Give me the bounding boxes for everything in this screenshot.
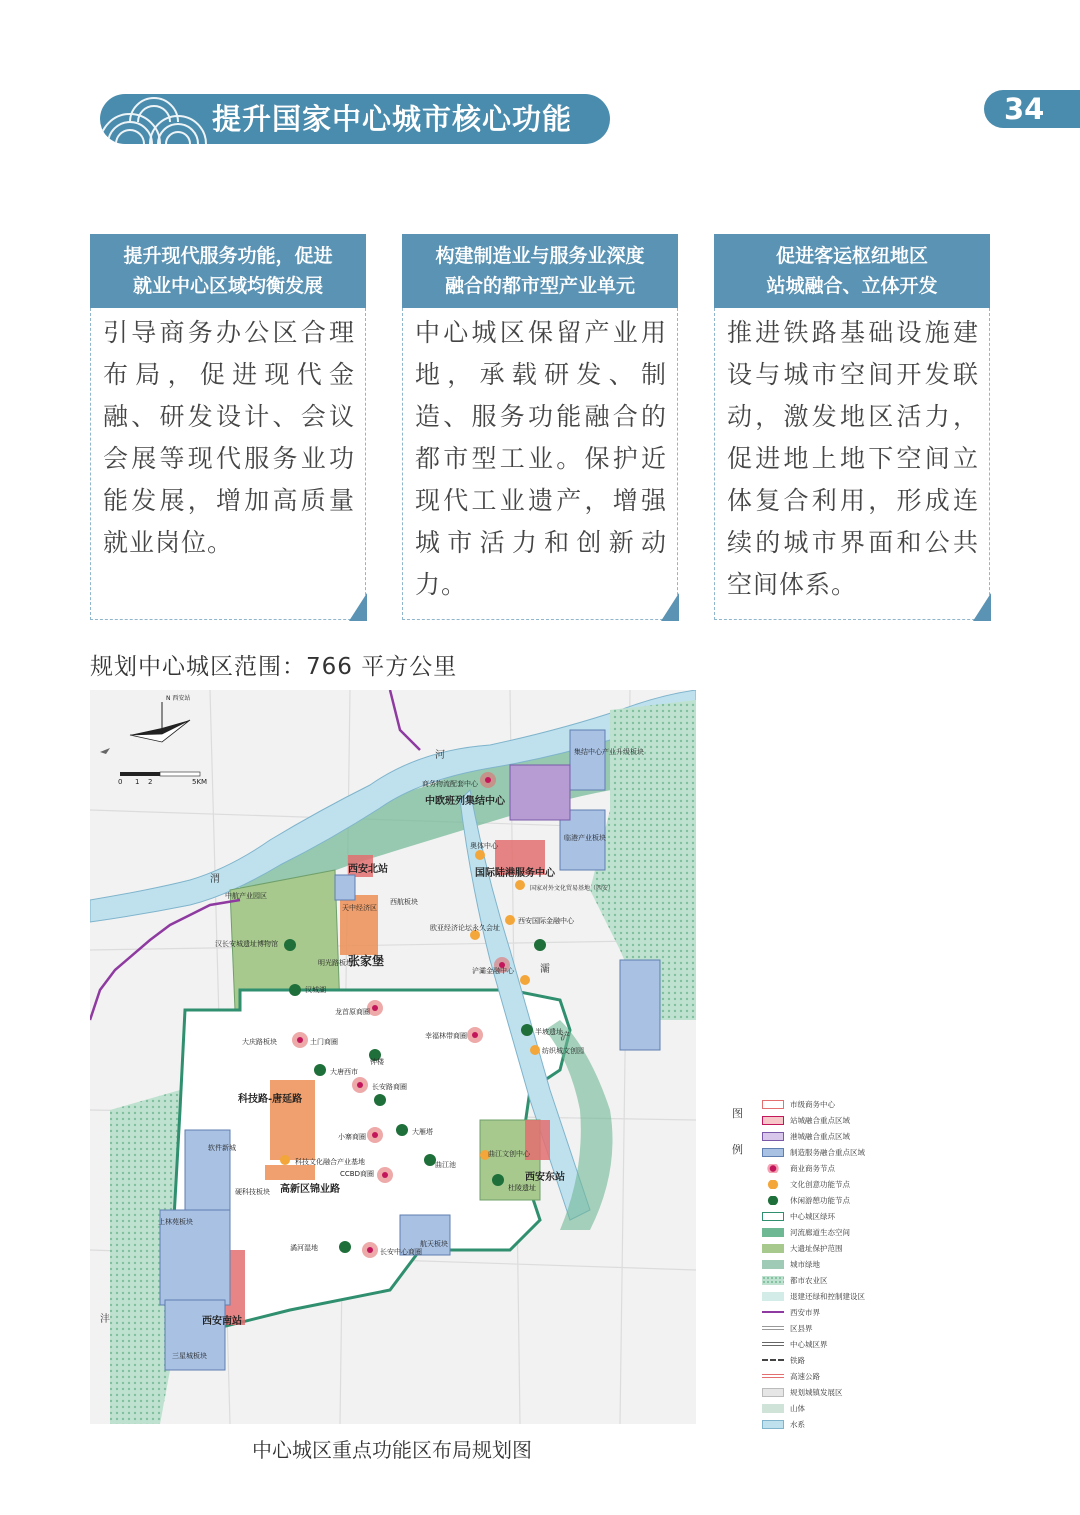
legend-swatch (762, 1196, 784, 1205)
map-label: 软件新城 (208, 1144, 236, 1152)
map-label: 长安路商圈 (372, 1083, 407, 1091)
legend-item (762, 1304, 865, 1320)
section-header (100, 94, 610, 144)
card-heading-line: 站城融合、立体开发 (766, 275, 938, 297)
map-label: 曲江文创中心 (488, 1150, 530, 1158)
legend-label: 制造服务融合重点区域 (790, 1147, 865, 1157)
map-label: 集结中心产业升级板块 (574, 748, 644, 756)
map-label: 奥体中心 (470, 842, 498, 850)
legend-swatch (762, 1292, 784, 1301)
jijie-upgrade-zone (570, 730, 605, 790)
leisure-node (534, 939, 546, 951)
figure-caption: 中心城区重点功能区布局规划图 (252, 1438, 532, 1462)
legend-item (762, 1320, 865, 1336)
legend-label: 商业商务节点 (790, 1163, 835, 1173)
zhongou-hub-zone (510, 765, 570, 820)
card-body (90, 308, 366, 620)
map-label: 上林苑板块 (158, 1218, 193, 1226)
map-label: 大雁塔 (412, 1128, 433, 1136)
legend-swatch (762, 1116, 784, 1125)
card-service (90, 234, 366, 620)
map-label: 中欧班列集结中心 (425, 796, 505, 807)
map-label: 西安国际金融中心 (518, 917, 574, 925)
software-city-zone (185, 1130, 230, 1215)
map-label: 大庆路板块 (242, 1038, 277, 1046)
map-label: 汉长安城遗址博物馆 (215, 940, 278, 948)
map-label: 西安北站 (348, 864, 388, 875)
map-label: 龙首原商圈 (335, 1008, 370, 1016)
legend-swatch (762, 1180, 784, 1189)
card-heading-line: 提升现代服务功能，促进 (123, 245, 333, 267)
legend-label: 港城融合重点区域 (790, 1131, 850, 1141)
leisure-node (284, 939, 296, 951)
legend-item (762, 1240, 865, 1256)
legend-list (762, 1096, 865, 1432)
commerce-node-dot (485, 777, 491, 783)
legend-label: 中心城区界 (790, 1339, 828, 1349)
page-title: 提升国家中心城市核心功能 (212, 102, 573, 136)
corner-fold-icon (661, 593, 679, 621)
legend-label: 铁路 (790, 1355, 805, 1365)
map-label: 长安中心商圈 (380, 1248, 422, 1256)
card-body-text: 引导商务办公区合理布局，促进现代金融、研发设计、会议会展等现代服务业功能发展，增加高质量就业岗位。 (103, 318, 355, 557)
culture-node (530, 1045, 540, 1055)
map-label: 西安南站 (202, 1316, 242, 1327)
legend-item (762, 1384, 865, 1400)
legend-label: 高速公路 (790, 1371, 820, 1381)
legend-label: 中心城区绿环 (790, 1211, 835, 1221)
legend-item (762, 1128, 865, 1144)
legend-item (762, 1368, 865, 1384)
legend-label: 站城融合重点区域 (790, 1115, 850, 1125)
legend-label: 西安市界 (790, 1307, 820, 1317)
legend-item (762, 1288, 865, 1304)
legend-swatch (762, 1311, 784, 1313)
map-label: 钟楼 (370, 1058, 384, 1066)
leisure-node (374, 1094, 386, 1106)
keji-tangyan-zone (270, 1080, 315, 1160)
legend-item (762, 1176, 865, 1192)
legend-swatch (762, 1260, 784, 1269)
legend-label: 市级商务中心 (790, 1099, 835, 1109)
map-label: 国际陆港服务中心 (475, 868, 555, 879)
legend-swatch (762, 1244, 784, 1253)
legend-label: 文化创意功能节点 (790, 1179, 850, 1189)
map-label: 汉城湖 (305, 986, 326, 994)
legend-item (762, 1144, 865, 1160)
map-label: 西安东站 (525, 1172, 565, 1183)
map-label: 小寨商圈 (338, 1133, 366, 1141)
legend-label: 休闲游憩功能节点 (790, 1195, 850, 1205)
leisure-node (289, 984, 301, 996)
map-label: 土门商圈 (310, 1038, 338, 1046)
card-heading-line: 就业中心区域均衡发展 (132, 275, 323, 297)
card-body-text: 推进铁路基础设施建设与城市空间开发联动，激发地区活力，促进地上地下空间立体复合利用，形成连续的城市界面和公共空间体系。 (727, 318, 979, 599)
legend-swatch (762, 1359, 784, 1361)
corner-fold-icon (973, 593, 991, 621)
legend-item (762, 1224, 865, 1240)
legend-swatch (762, 1164, 784, 1173)
commerce-node-dot (297, 1037, 303, 1043)
commerce-node-dot (372, 1132, 378, 1138)
legend-label: 河流廊道生态空间 (790, 1227, 850, 1237)
legend-title-char: 图 (732, 1107, 743, 1120)
map-label: 临港产业板块 (564, 834, 606, 842)
commerce-node-dot (367, 1247, 373, 1253)
map-label: 国家对外文化贸易基地（西安） (530, 885, 615, 892)
leisure-node (314, 1064, 326, 1076)
culture-node (515, 880, 525, 890)
legend-label: 大遗址保护范围 (790, 1243, 843, 1253)
card-manufacturing (402, 234, 678, 620)
river-label: 河 (435, 750, 445, 761)
card-heading (402, 234, 678, 308)
river-label: 渭 (210, 874, 220, 885)
card-heading (90, 234, 366, 308)
legend-swatch (762, 1388, 784, 1397)
legend-item (762, 1160, 865, 1176)
legend-item (762, 1416, 865, 1432)
map-label: 商务物流配套中心 (422, 780, 478, 788)
map-area-caption: 规划中心城区范围：766 平方公里 (90, 654, 458, 680)
leisure-node (339, 1241, 351, 1253)
map-label: 高新区锦业路 (280, 1184, 340, 1195)
gaoxin-zone (265, 1165, 315, 1180)
map-label: 科技路-唐延路 (238, 1094, 303, 1105)
legend-title (732, 1096, 746, 1168)
card-heading-line: 融合的都市型产业单元 (444, 275, 635, 297)
legend-label: 区县界 (790, 1323, 813, 1333)
map-label: 三星城板块 (172, 1352, 207, 1360)
map-label: 潏河湿地 (290, 1244, 318, 1252)
xihang-zone (335, 875, 355, 900)
culture-node (475, 850, 485, 860)
map-canvas (90, 690, 696, 1424)
planning-map (90, 690, 696, 1424)
corner-fold-icon (349, 593, 367, 621)
legend-swatch (762, 1374, 784, 1378)
legend-item (762, 1096, 865, 1112)
legend-label: 城市绿地 (790, 1259, 820, 1269)
leisure-node (396, 1124, 408, 1136)
leisure-node (521, 1024, 533, 1036)
commerce-node-dot (357, 1082, 363, 1088)
legend-label: 都市农业区 (790, 1275, 828, 1285)
scale-tick: 0 (118, 778, 123, 786)
map-label: 欧亚经济论坛永久会址 (430, 924, 500, 932)
river-label: 沣 (100, 1314, 110, 1325)
legend-item (762, 1192, 865, 1208)
leisure-node (492, 1174, 504, 1186)
north-label: N 西安站 (166, 695, 191, 702)
map-label: 大唐西市 (330, 1068, 358, 1076)
commerce-node-dot (372, 1005, 378, 1011)
page-number: 34 (984, 90, 1080, 128)
card-heading-line: 促进客运枢纽地区 (775, 245, 928, 267)
legend-item (762, 1112, 865, 1128)
legend-item (762, 1208, 865, 1224)
legend-title-char: 例 (732, 1143, 743, 1156)
map-label: 幸福林带商圈 (425, 1032, 467, 1040)
legend-label: 水系 (790, 1419, 805, 1429)
river-label: 浐 (560, 1032, 570, 1043)
scale-tick: 2 (148, 778, 153, 786)
legend-swatch (762, 1148, 784, 1157)
map-label: CCBD商圈 (340, 1170, 374, 1178)
legend-swatch (762, 1276, 784, 1285)
card-body (402, 308, 678, 620)
card-transit-hub (714, 234, 990, 620)
legend-swatch (762, 1212, 784, 1221)
map-label: 科技文化融合产业基地 (295, 1158, 365, 1166)
map-label: 张家堡 (348, 954, 385, 968)
legend-swatch (762, 1404, 784, 1413)
commerce-node-dot (382, 1172, 388, 1178)
map-label: 明光路板块 (318, 959, 353, 967)
legend-item (762, 1272, 865, 1288)
map-label: 纺织城文创园 (542, 1047, 584, 1055)
card-heading (714, 234, 990, 308)
wave-pattern-icon (100, 94, 220, 144)
culture-node (505, 915, 515, 925)
legend-swatch (762, 1342, 784, 1346)
legend-item (762, 1256, 865, 1272)
scale-bar (120, 772, 200, 776)
legend-item (762, 1400, 865, 1416)
culture-node (520, 975, 530, 985)
map-label: 半坡遗址 (535, 1028, 563, 1036)
map-label: 杜陵遗址 (508, 1184, 536, 1192)
commerce-node-dot (472, 1032, 478, 1038)
legend-label: 退建还绿和控制建设区 (790, 1291, 865, 1301)
card-body-text: 中心城区保留产业用地，承载研发、制造、服务功能融合的都市型工业。保护近现代工业遗产，增强城市活力和创新动力。 (415, 318, 667, 599)
legend-swatch (762, 1326, 784, 1330)
map-label: 曲江池 (435, 1161, 456, 1169)
river-label: 灞 (540, 964, 550, 975)
legend-item (762, 1336, 865, 1352)
map-label: 航天板块 (420, 1240, 448, 1248)
culture-node (280, 1155, 290, 1165)
map-label: 天中经济区 (342, 904, 377, 912)
legend-label: 规划城镇发展区 (790, 1387, 843, 1397)
scale-tick: 1 (135, 778, 140, 786)
card-body (714, 308, 990, 620)
legend-swatch (762, 1132, 784, 1141)
map-label: 浐灞金融中心 (472, 967, 514, 975)
map-label: 中航产业园区 (225, 892, 267, 900)
scale-label: 5KM (192, 778, 208, 786)
legend-label: 山体 (790, 1403, 805, 1413)
card-heading-line: 构建制造业与服务业深度 (435, 245, 645, 267)
legend-swatch (762, 1100, 784, 1109)
map-label: 硬科技板块 (235, 1188, 270, 1196)
legend-swatch (762, 1228, 784, 1237)
east-manufacturing-zone (620, 960, 660, 1050)
legend-swatch (762, 1420, 784, 1429)
map-label: 西航板块 (390, 898, 418, 906)
legend-item (762, 1352, 865, 1368)
